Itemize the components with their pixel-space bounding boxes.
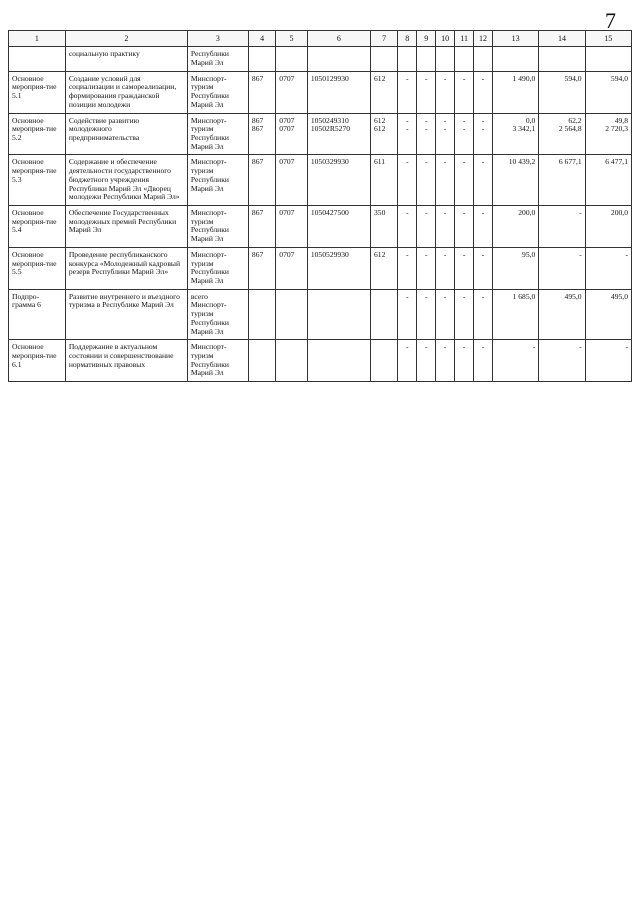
- table-cell: [370, 47, 397, 71]
- table-cell: [474, 47, 493, 71]
- table-row: [9, 289, 632, 340]
- table-cell: -: [455, 71, 474, 113]
- table-cell: [436, 47, 455, 71]
- table-cell: 867: [248, 155, 275, 206]
- table-cell: -: [455, 247, 474, 289]
- table-cell: [9, 47, 66, 71]
- table-cell: [276, 289, 308, 340]
- table-cell: -: [493, 340, 539, 382]
- table-cell: 1050427500: [307, 205, 370, 247]
- column-header: 13: [493, 31, 539, 47]
- table-cell: Поддержание в актуальном состоянии и совершенствование нормативных правовых: [65, 340, 187, 382]
- table-cell: - -: [398, 113, 417, 155]
- column-header: 7: [370, 31, 397, 47]
- table-cell: 1050529930: [307, 247, 370, 289]
- table-cell: 495,0: [539, 289, 585, 340]
- column-header: 9: [417, 31, 436, 47]
- column-header: 3: [187, 31, 248, 47]
- table-cell: 200,0: [585, 205, 631, 247]
- table-cell: -: [474, 340, 493, 382]
- table-cell: 594,0: [585, 71, 631, 113]
- column-header: 14: [539, 31, 585, 47]
- table-cell: 95,0: [493, 247, 539, 289]
- table-cell: 6 677,1: [539, 155, 585, 206]
- table-cell: 1050329930: [307, 155, 370, 206]
- table-cell: Республики Марий Эл: [187, 47, 248, 71]
- table-cell: Обеспечение Государственных молодежных премий Республики Марий Эл: [65, 205, 187, 247]
- table-cell: -: [474, 289, 493, 340]
- table-cell: Создание условий для социализации и самореализации, формирования гражданской позиции молодежи: [65, 71, 187, 113]
- table-cell: -: [398, 205, 417, 247]
- table-cell: -: [436, 247, 455, 289]
- table-cell: Минспорт-туризм Республики Марий Эл: [187, 155, 248, 206]
- table-cell: -: [436, 205, 455, 247]
- column-header: 12: [474, 31, 493, 47]
- table-cell: 49,8 2 720,3: [585, 113, 631, 155]
- table-cell: [248, 289, 275, 340]
- table-cell: -: [455, 340, 474, 382]
- table-cell: [248, 340, 275, 382]
- table-cell: -: [398, 155, 417, 206]
- table-cell: Основное мероприя-тие 6.1: [9, 340, 66, 382]
- table-cell: -: [455, 205, 474, 247]
- table-cell: 867 867: [248, 113, 275, 155]
- table-cell: -: [398, 247, 417, 289]
- table-cell: Содержание и обеспечение деятельности государственного бюджетного учреждения Республики Марий Эл «Дворец молодежи Республики Марий Эл»: [65, 155, 187, 206]
- table-cell: Основное мероприя-тие 5.2: [9, 113, 66, 155]
- table-cell: Минспорт-туризм Республики Марий Эл: [187, 205, 248, 247]
- table-cell: Развитие внутреннего и въездного туризма в Республике Марий Эл: [65, 289, 187, 340]
- table-cell: 867: [248, 71, 275, 113]
- table-cell: [307, 289, 370, 340]
- table-cell: -: [539, 247, 585, 289]
- table-cell: 10 439,2: [493, 155, 539, 206]
- table-cell: -: [436, 289, 455, 340]
- table-cell: всего Минспорт-туризм Республики Марий Эл: [187, 289, 248, 340]
- table-cell: 0707: [276, 155, 308, 206]
- table-cell: -: [398, 289, 417, 340]
- column-header: 10: [436, 31, 455, 47]
- table-cell: 0707: [276, 71, 308, 113]
- table-row: [9, 247, 632, 289]
- table-cell: [398, 47, 417, 71]
- table-cell: [307, 340, 370, 382]
- table-cell: - -: [436, 113, 455, 155]
- table-cell: -: [585, 247, 631, 289]
- table-cell: [276, 47, 308, 71]
- table-cell: 0707: [276, 205, 308, 247]
- table-cell: 0707: [276, 247, 308, 289]
- table-cell: Основное мероприя-тие 5.1: [9, 71, 66, 113]
- table-cell: -: [539, 205, 585, 247]
- table-row: [9, 47, 632, 71]
- column-header: 15: [585, 31, 631, 47]
- table-cell: 6 477,1: [585, 155, 631, 206]
- budget-table: [8, 30, 632, 382]
- table-cell: 1050129930: [307, 71, 370, 113]
- table-cell: Проведение республиканского конкурса «Молодежный кадровый резерв Республики Марий Эл»: [65, 247, 187, 289]
- table-cell: [307, 47, 370, 71]
- table-cell: -: [436, 340, 455, 382]
- table-cell: -: [585, 340, 631, 382]
- table-cell: [276, 340, 308, 382]
- table-cell: 867: [248, 247, 275, 289]
- table-cell: 1 685,0: [493, 289, 539, 340]
- table-row: [9, 71, 632, 113]
- table-cell: Минспорт-туризм Республики Марий Эл: [187, 340, 248, 382]
- table-cell: Минспорт-туризм Республики Марий Эл: [187, 113, 248, 155]
- table-cell: Основное мероприя-тие 5.5: [9, 247, 66, 289]
- table-cell: - -: [417, 113, 436, 155]
- table-cell: 611: [370, 155, 397, 206]
- table-cell: -: [417, 340, 436, 382]
- table-cell: -: [417, 71, 436, 113]
- column-header: 2: [65, 31, 187, 47]
- table-cell: 867: [248, 205, 275, 247]
- table-cell: -: [539, 340, 585, 382]
- table-cell: [370, 289, 397, 340]
- table-cell: -: [436, 155, 455, 206]
- table-cell: -: [436, 71, 455, 113]
- page-number: 7: [605, 8, 616, 33]
- table-cell: 200,0: [493, 205, 539, 247]
- column-header: 4: [248, 31, 275, 47]
- table-cell: 612: [370, 71, 397, 113]
- table-cell: [493, 47, 539, 71]
- table-cell: социальную практику: [65, 47, 187, 71]
- column-header: 6: [307, 31, 370, 47]
- table-cell: 612: [370, 247, 397, 289]
- table-cell: 1050249310 10502R5270: [307, 113, 370, 155]
- table-cell: - -: [455, 113, 474, 155]
- table-cell: 62,2 2 564,8: [539, 113, 585, 155]
- column-header: 11: [455, 31, 474, 47]
- table-cell: -: [474, 71, 493, 113]
- table-cell: -: [417, 247, 436, 289]
- table-cell: -: [474, 155, 493, 206]
- table-cell: Содействие развитию молодежного предпринимательства: [65, 113, 187, 155]
- table-cell: [248, 47, 275, 71]
- table-cell: -: [417, 155, 436, 206]
- table-cell: -: [455, 155, 474, 206]
- table-cell: -: [474, 205, 493, 247]
- column-header: 1: [9, 31, 66, 47]
- table-row: [9, 155, 632, 206]
- table-cell: -: [398, 71, 417, 113]
- table-cell: [539, 47, 585, 71]
- table-cell: 495,0: [585, 289, 631, 340]
- column-header: 5: [276, 31, 308, 47]
- table-cell: 350: [370, 205, 397, 247]
- table-cell: 0,0 3 342,1: [493, 113, 539, 155]
- table-cell: Подпро-грамма 6: [9, 289, 66, 340]
- table-cell: [370, 340, 397, 382]
- table-cell: [455, 47, 474, 71]
- table-cell: 594,0: [539, 71, 585, 113]
- table-cell: -: [417, 289, 436, 340]
- table-row: [9, 205, 632, 247]
- table-cell: Минспорт-туризм Республики Марий Эл: [187, 247, 248, 289]
- table-cell: - -: [474, 113, 493, 155]
- table-cell: Основное мероприя-тие 5.3: [9, 155, 66, 206]
- table-cell: Основное мероприя-тие 5.4: [9, 205, 66, 247]
- header-row: [9, 31, 632, 47]
- table-cell: -: [398, 340, 417, 382]
- table-row: [9, 113, 632, 155]
- table-cell: 612 612: [370, 113, 397, 155]
- table-cell: [585, 47, 631, 71]
- table-row: [9, 340, 632, 382]
- table-cell: -: [417, 205, 436, 247]
- column-header: 8: [398, 31, 417, 47]
- table-cell: Минспорт-туризм Республики Марий Эл: [187, 71, 248, 113]
- table-cell: -: [474, 247, 493, 289]
- table-cell: 0707 0707: [276, 113, 308, 155]
- table-cell: -: [455, 289, 474, 340]
- table-cell: [417, 47, 436, 71]
- table-cell: 1 490,0: [493, 71, 539, 113]
